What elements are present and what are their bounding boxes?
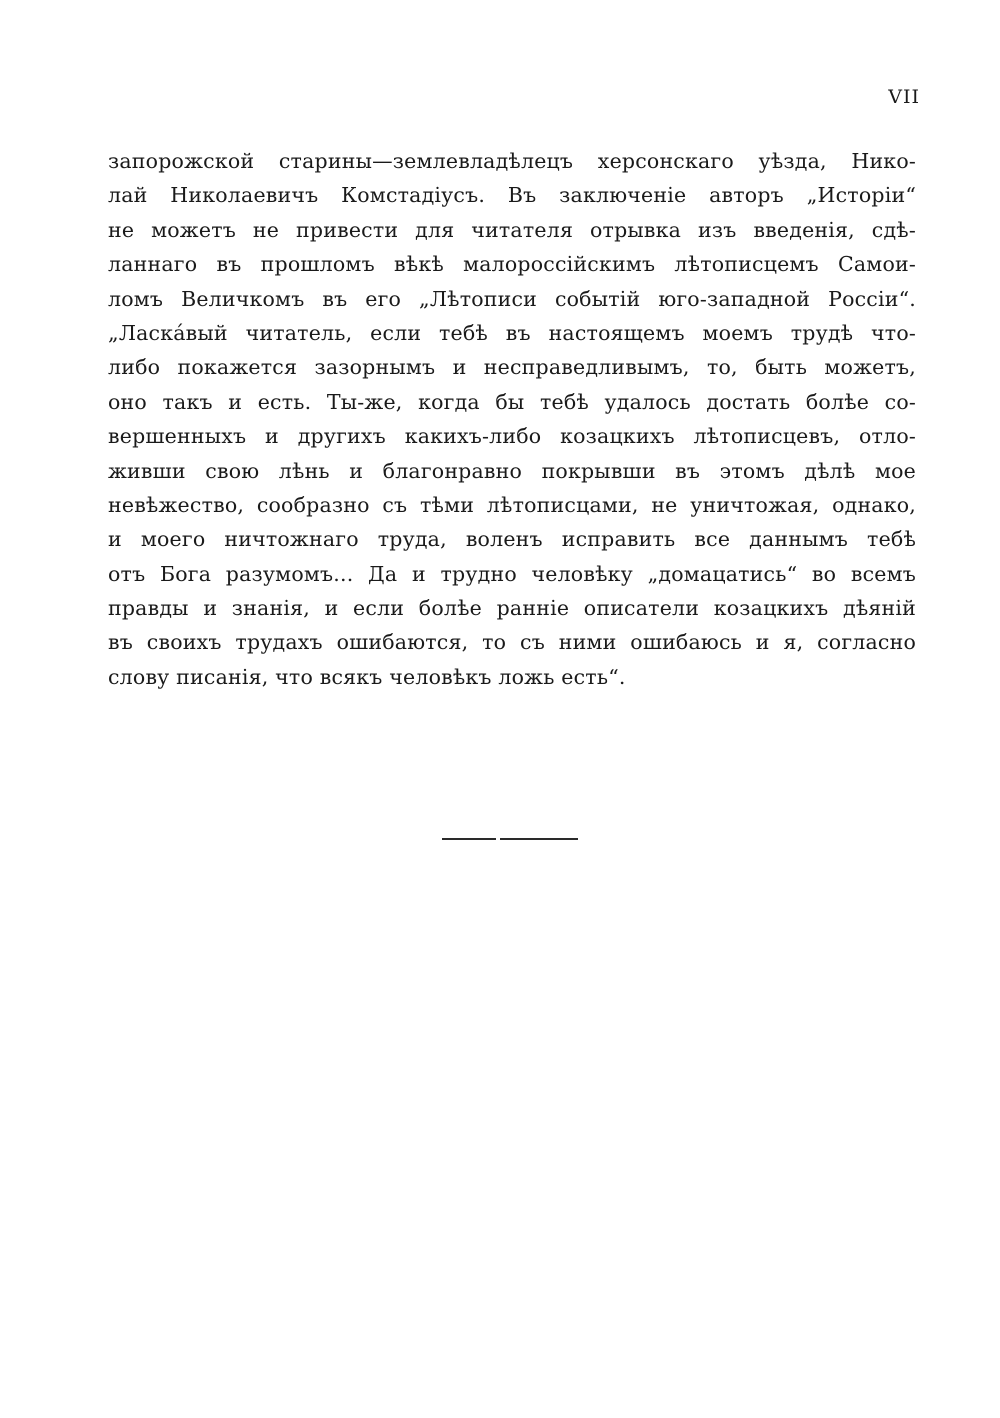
section-end-rule <box>442 838 578 839</box>
text-line-last: слову писанія, что всякъ человѣкъ ложь есть“. <box>108 664 626 689</box>
text-line: невѣжество, сообразно съ тѣми лѣтописцами, не уничтожая, однако, <box>108 492 916 517</box>
text-line: не можетъ не привести для читателя отрывка изъ введенія, сдѣ- <box>108 217 916 242</box>
text-line: въ своихъ трудахъ ошибаются, то съ ними ошибаюсь и я, согласно <box>108 630 916 655</box>
text-line: живши свою лѣнь и благонравно покрывши въ этомъ дѣлѣ мое <box>108 458 916 483</box>
page-number: VII <box>888 86 920 108</box>
text-line: и моего ничтожнаго труда, воленъ исправить все даннымъ тебѣ <box>108 527 916 552</box>
text-line: вершенныхъ и другихъ какихъ-либо козацкихъ лѣтописцевъ, отло- <box>108 424 916 449</box>
rule-segment <box>442 838 496 840</box>
text-line: либо покажется зазорнымъ и несправедливымъ, то, быть можетъ, <box>108 355 916 380</box>
text-line: ланнаго въ прошломъ вѣкѣ малороссійскимъ лѣтописцемъ Самои- <box>108 252 916 277</box>
text-line: оно такъ и есть. Ты-же, когда бы тебѣ удалось достать болѣе со- <box>108 389 916 414</box>
text-line: лай Николаевичъ Комстадіусъ. Въ заключеніе авторъ „Исторіи“ <box>108 183 916 208</box>
text-line: ломъ Величкомъ въ его „Лѣтописи событій юго-западной Россіи“. <box>108 286 916 311</box>
text-line: правды и знанія, и если болѣе ранніе описатели козацкихъ дѣяній <box>108 596 916 621</box>
text-line: „Ласкáвый читатель, если тебѣ въ настоящемъ моемъ трудѣ что- <box>108 320 916 345</box>
text-line: запорожской старины—землевладѣлецъ херсонскаго уѣзда, Нико- <box>108 149 916 173</box>
rule-segment <box>500 838 578 840</box>
body-text <box>108 144 916 694</box>
text-line: отъ Бога разумомъ... Да и трудно человѣку „домацатись“ во всемъ <box>108 561 916 586</box>
